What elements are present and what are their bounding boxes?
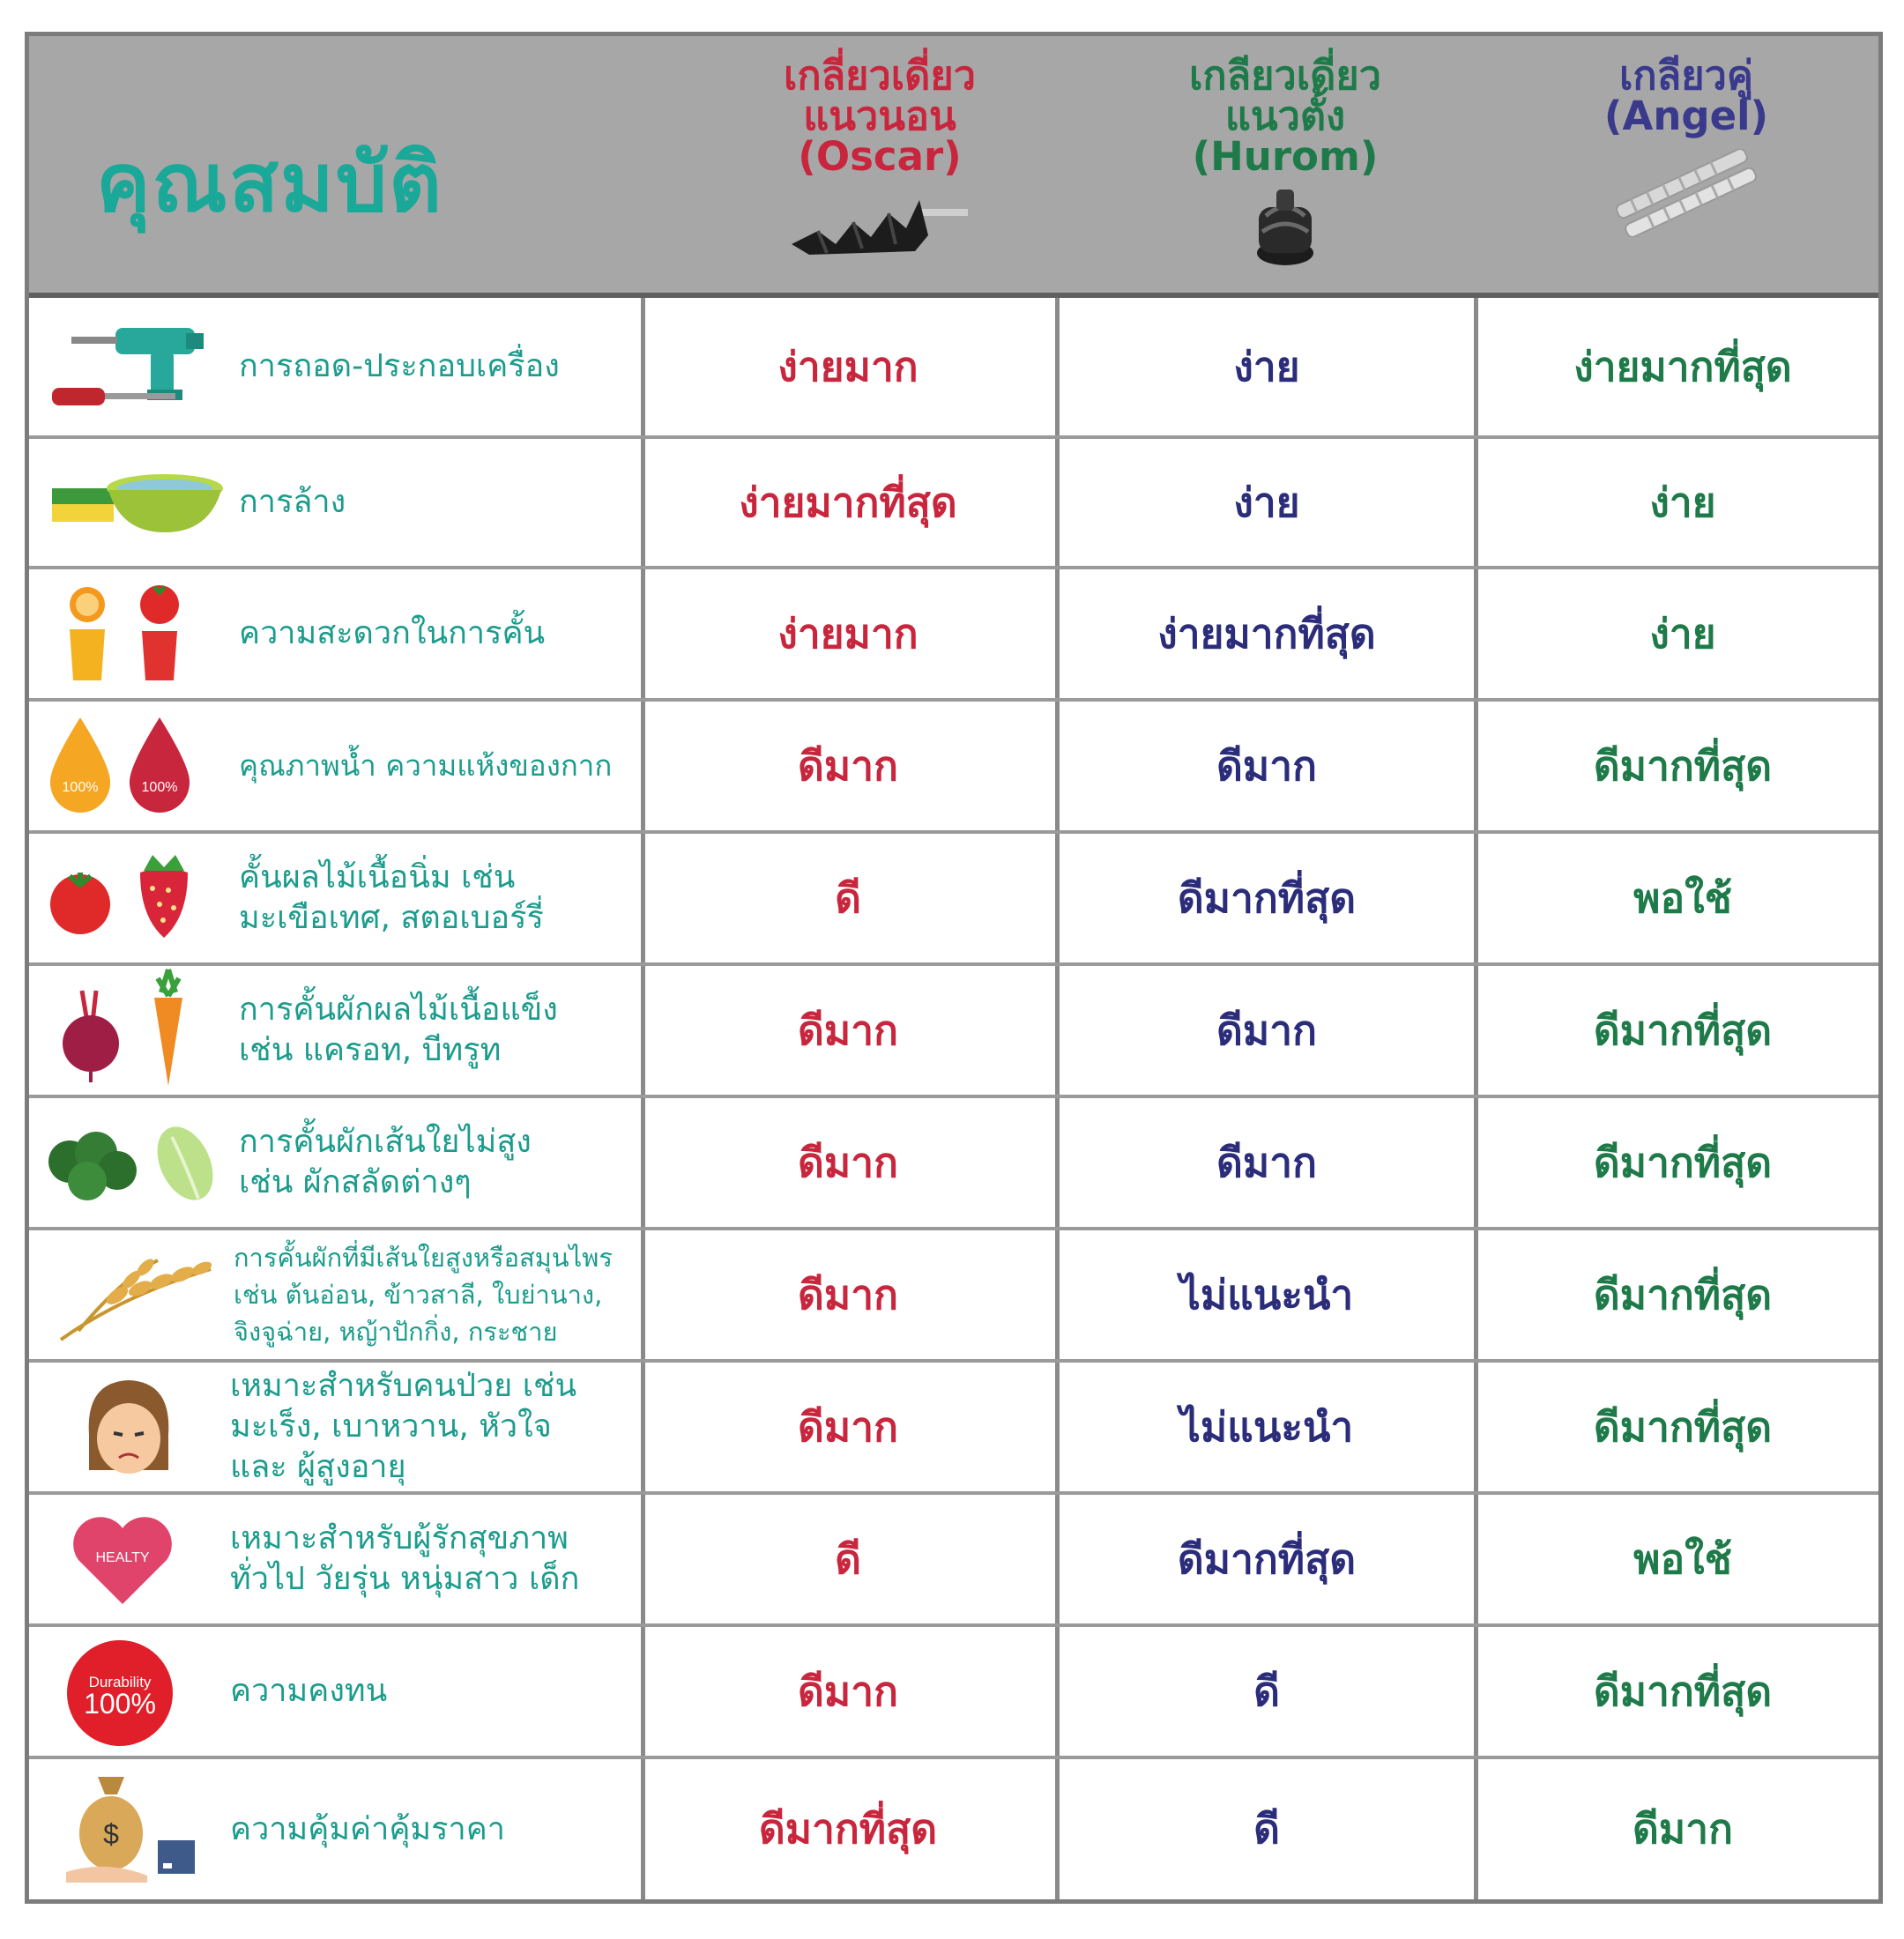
hurom-value: ดี: [1253, 1667, 1280, 1715]
attribute-cell: [29, 439, 641, 566]
drop-percent-text: 100%: [141, 780, 178, 795]
basin-icon: [103, 471, 227, 541]
oscar-value: ดีมากที่สุด: [758, 1805, 938, 1853]
header-title: คุณสมบัติ: [96, 136, 443, 230]
attribute-label-line: การคั้นผักผลไม้เนื้อแข็ง: [239, 992, 558, 1028]
angel-value: ดีมากที่สุด: [1593, 1667, 1773, 1715]
carrot-icon: [142, 966, 195, 1089]
attribute-cell: [29, 1230, 641, 1359]
hurom-auger-icon: [1241, 181, 1329, 269]
table-row: [29, 834, 1878, 966]
oscar-auger-icon: [783, 182, 977, 262]
angel-value: ดีมากที่สุด: [1593, 1138, 1773, 1186]
table-row: [29, 1363, 1878, 1495]
attribute-label: [230, 1363, 627, 1491]
hurom-value: ดีมาก: [1216, 1006, 1317, 1054]
hurom-value: ดีมาก: [1216, 1138, 1317, 1186]
attribute-label-line: มะเร็ง, เบาหวาน, หัวใจ: [230, 1408, 552, 1445]
attribute-label-line: จิงจูฉ่าย, หญ้าปักกิ่ง, กระชาย: [234, 1317, 558, 1347]
money-bag-symbol: $: [103, 1818, 119, 1850]
angel-value: ดีมากที่สุด: [1593, 1270, 1773, 1319]
angel-value: ง่าย: [1649, 609, 1716, 657]
attribute-label: [239, 966, 636, 1095]
hurom-value: ง่าย: [1233, 342, 1300, 390]
oscar-value: ดีมาก: [798, 1138, 898, 1186]
tomato-juice-icon: [133, 582, 186, 686]
header-angel-line1: เกลียวคู่: [1619, 52, 1753, 99]
attribute-label-line: มะเขือเทศ, สตอเบอร์รี่: [239, 900, 544, 936]
header-angel-line2: (Angel): [1603, 93, 1769, 139]
money-bag-icon: [63, 1768, 160, 1891]
oscar-value: ง่ายมากที่สุด: [739, 478, 957, 526]
hurom-value: ง่ายมากที่สุด: [1157, 609, 1376, 657]
leafy-greens-icon: [45, 1126, 142, 1206]
orange-drop-icon: [45, 714, 115, 816]
angel-value: ดีมาก: [1633, 1805, 1733, 1853]
attribute-label: ความสะดวกในการคั้น: [239, 615, 546, 651]
table-row: [29, 966, 1878, 1098]
screwdriver-icon: [48, 379, 190, 414]
oscar-value: ดี: [835, 873, 861, 922]
durability-badge-icon: [63, 1636, 177, 1750]
attribute-label-line: เหมาะสำหรับผู้รักสุขภาพ: [230, 1520, 569, 1556]
angel-value: ง่าย: [1649, 478, 1716, 526]
header-hurom-line2: แนวตั้ง: [1224, 93, 1346, 139]
heart-icon: [70, 1512, 175, 1609]
attribute-label: [239, 1098, 636, 1227]
attribute-cell: [29, 1098, 641, 1227]
header-oscar-line3: (Oscar): [798, 133, 962, 180]
oscar-value: ดีมาก: [798, 741, 898, 790]
attribute-label-line: ทั่วไป วัยรุ่น หนุ่มสาว เด็ก: [230, 1561, 580, 1597]
angel-value: ดีมากที่สุด: [1593, 741, 1773, 790]
attribute-cell: [29, 1495, 641, 1623]
badge-text-bottom: 100%: [84, 1688, 156, 1720]
header-oscar-line1: เกลี่ยวเดี่ยว: [783, 52, 977, 99]
attribute-cell: [29, 298, 641, 435]
drop-percent-text: 100%: [62, 780, 99, 795]
attribute-label: [239, 834, 636, 962]
attribute-label: [234, 1230, 630, 1359]
oscar-value: ดีมาก: [798, 1270, 898, 1319]
attribute-cell: [29, 966, 641, 1095]
attribute-label: การล้าง: [239, 484, 346, 520]
table-row: [29, 1627, 1878, 1759]
attribute-cell: [29, 1759, 641, 1899]
header-angel: [1492, 52, 1880, 237]
comparison-table: [25, 32, 1883, 1904]
cabbage-icon: [154, 1119, 216, 1207]
angel-value: ง่ายมากที่สุด: [1573, 342, 1792, 390]
attribute-label: ความคุ้มค่าคุ้มราคา: [230, 1810, 506, 1847]
attribute-label-line: เช่น ผักสลัดต่างๆ: [239, 1164, 472, 1200]
hurom-value: ดีมาก: [1216, 741, 1317, 790]
header-oscar-line2: แนวนอน: [803, 93, 956, 139]
attribute-label-line: เช่น แครอท, บีทรูท: [239, 1032, 502, 1068]
orange-juice-icon: [61, 585, 114, 686]
wheat-icon: [52, 1243, 228, 1348]
attribute-label-line: คั้นผลไม้เนื้อนิ่ม เช่น: [239, 859, 516, 895]
attribute-label-line: และ ผู้สูงอายุ: [230, 1449, 406, 1485]
attribute-label: [230, 1495, 627, 1623]
table-row: [29, 1230, 1878, 1363]
attribute-cell: [29, 1363, 641, 1491]
wallet-icon: [154, 1835, 198, 1879]
header-hurom-line3: (Hurom): [1192, 133, 1379, 180]
attribute-label: คุณภาพน้ำ ความแห้งของกาก: [239, 748, 613, 783]
angel-twin-gear-icon: [1598, 149, 1774, 237]
strawberry-icon: [133, 846, 195, 943]
beetroot-icon: [56, 987, 126, 1084]
oscar-value: ง่ายมาก: [777, 609, 919, 657]
angel-value: พอใช้: [1633, 873, 1732, 922]
red-drop-icon: [124, 714, 195, 816]
oscar-value: ง่ายมาก: [777, 342, 919, 390]
sick-face-icon: [80, 1373, 177, 1484]
angel-value: ดีมากที่สุด: [1593, 1402, 1773, 1451]
table-row: [29, 569, 1878, 702]
table-header: [29, 36, 1878, 298]
attribute-label-line: การคั้นผักเส้นใยไม่สูง: [239, 1124, 532, 1160]
oscar-value: ดี: [835, 1534, 861, 1583]
attribute-label-line: เหมาะสำหรับคนป่วย เช่น: [230, 1368, 577, 1404]
attribute-cell: [29, 569, 641, 698]
badge-text-top: Durability: [88, 1674, 152, 1690]
table-row: [29, 1098, 1878, 1230]
angel-value: ดีมากที่สุด: [1593, 1006, 1773, 1054]
heart-text: HEALTY: [95, 1550, 150, 1565]
hurom-value: ไม่แนะนำ: [1179, 1270, 1354, 1319]
attribute-cell: [29, 834, 641, 962]
attribute-cell: [29, 1627, 641, 1756]
attribute-label-line: การคั้นผักที่มีเส้นใยสูงหรือสมุนไพร: [234, 1243, 613, 1273]
hurom-value: ดีมากที่สุด: [1177, 1534, 1357, 1583]
hurom-value: ง่าย: [1233, 478, 1300, 526]
table-row: [29, 439, 1878, 569]
angel-value: พอใช้: [1633, 1534, 1732, 1583]
table-row: [29, 298, 1878, 439]
oscar-value: ดีมาก: [798, 1667, 898, 1715]
table-row: [29, 1759, 1878, 1899]
oscar-value: ดีมาก: [798, 1402, 898, 1451]
tomato-icon: [45, 865, 115, 936]
hurom-value: ดีมากที่สุด: [1177, 873, 1357, 922]
oscar-value: ดีมาก: [798, 1006, 898, 1054]
attribute-cell: [29, 702, 641, 830]
attribute-label-line: เช่น ต้นอ่อน, ข้าวสาลี, ใบย่านาง,: [234, 1280, 603, 1310]
header-hurom-line1: เกลียวเดี่ยว: [1188, 52, 1382, 99]
header-hurom: [1078, 52, 1492, 269]
header-oscar: [673, 52, 1087, 262]
hurom-value: ดี: [1253, 1805, 1280, 1853]
hurom-value: ไม่แนะนำ: [1179, 1402, 1354, 1451]
attribute-label: การถอด-ประกอบเครื่อง: [239, 348, 560, 384]
attribute-label: ความคงทน: [230, 1673, 388, 1709]
table-row: [29, 1495, 1878, 1627]
table-row: [29, 702, 1878, 834]
